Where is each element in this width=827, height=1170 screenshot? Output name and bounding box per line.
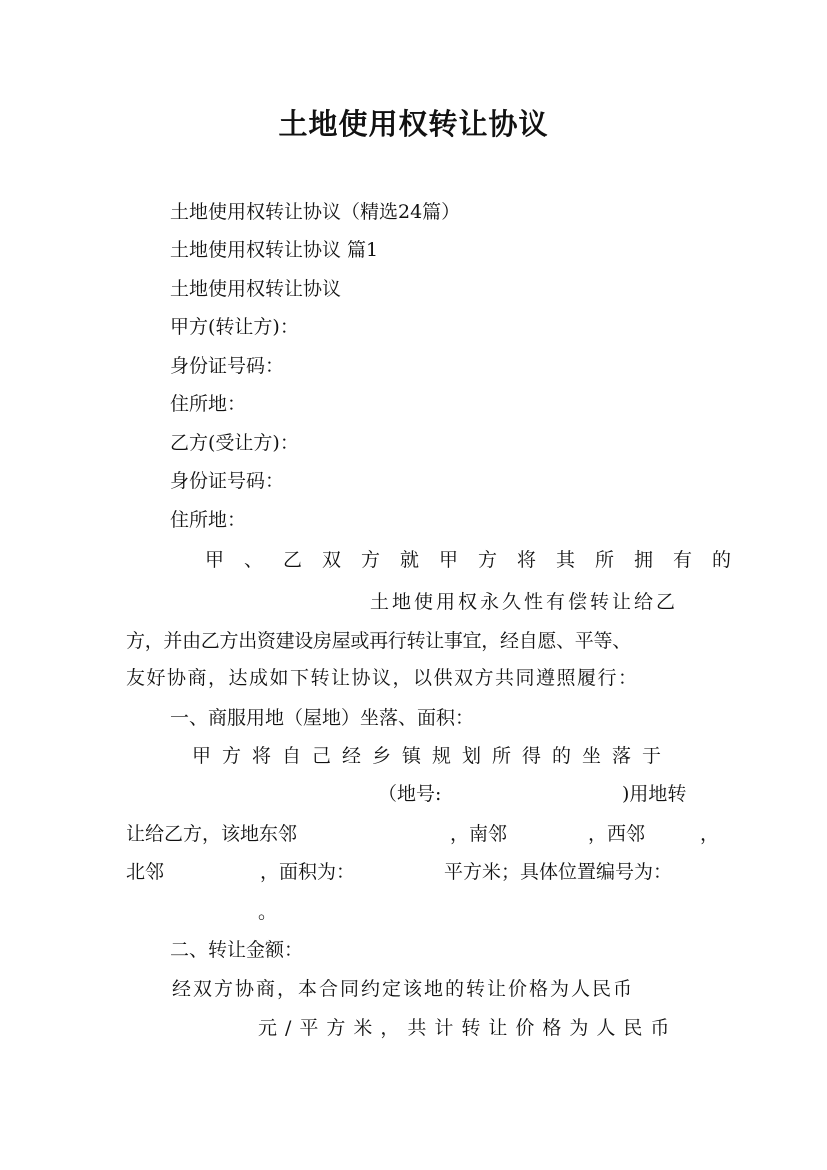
text-line: 经双方协商，本合同约定该地的转让价格为人民币 bbox=[172, 978, 635, 1000]
text-line: 身份证号码： bbox=[170, 355, 285, 377]
text-line: )用地转 bbox=[622, 783, 687, 805]
text-line: 土地使用权转让协议 篇1 bbox=[170, 239, 379, 261]
text-line: 甲方将自己经乡镇规划所得的坐落于 bbox=[192, 745, 673, 767]
text-line: 乙方(受让方)： bbox=[170, 432, 299, 454]
text-line: ， bbox=[700, 823, 720, 845]
text-line: 住所地： bbox=[170, 509, 247, 531]
text-line: ，西邻 bbox=[588, 823, 646, 845]
text-line: 土地使用权永久性有偿转让给乙 bbox=[370, 591, 679, 613]
text-line: 。 bbox=[258, 901, 278, 923]
text-line: 一、商服用地（屋地）坐落、面积： bbox=[170, 707, 475, 729]
text-line: ，南邻 bbox=[450, 823, 508, 845]
text-line: ，面积为： bbox=[260, 861, 356, 883]
text-line: 甲、乙双方就甲方将其所拥有的 bbox=[205, 549, 752, 571]
text-line: 元/平方米，共计转让价格为人民币 bbox=[258, 1017, 678, 1039]
text-line: 友好协商，达成如下转让协议，以供双方共同遵照履行： bbox=[126, 667, 639, 689]
text-line: 土地使用权转让协议（精选24篇） bbox=[170, 201, 461, 223]
text-line: 甲方(转让方)： bbox=[170, 316, 299, 338]
text-line: 方，并由乙方出资建设房屋或再行转让事宜，经自愿、平等、 bbox=[126, 630, 631, 652]
text-line: 平方米；具体位置编号为： bbox=[444, 861, 673, 883]
text-line: 住所地： bbox=[170, 393, 247, 415]
text-line: （地号: bbox=[378, 783, 442, 805]
text-line: 让给乙方，该地东邻 bbox=[126, 823, 298, 845]
text-line: 土地使用权转让协议 bbox=[170, 278, 342, 300]
document-title: 土地使用权转让协议 bbox=[278, 107, 549, 141]
text-line: 北邻 bbox=[126, 861, 165, 883]
text-line: 身份证号码： bbox=[170, 470, 285, 492]
text-line: 二、转让金额： bbox=[170, 939, 304, 961]
